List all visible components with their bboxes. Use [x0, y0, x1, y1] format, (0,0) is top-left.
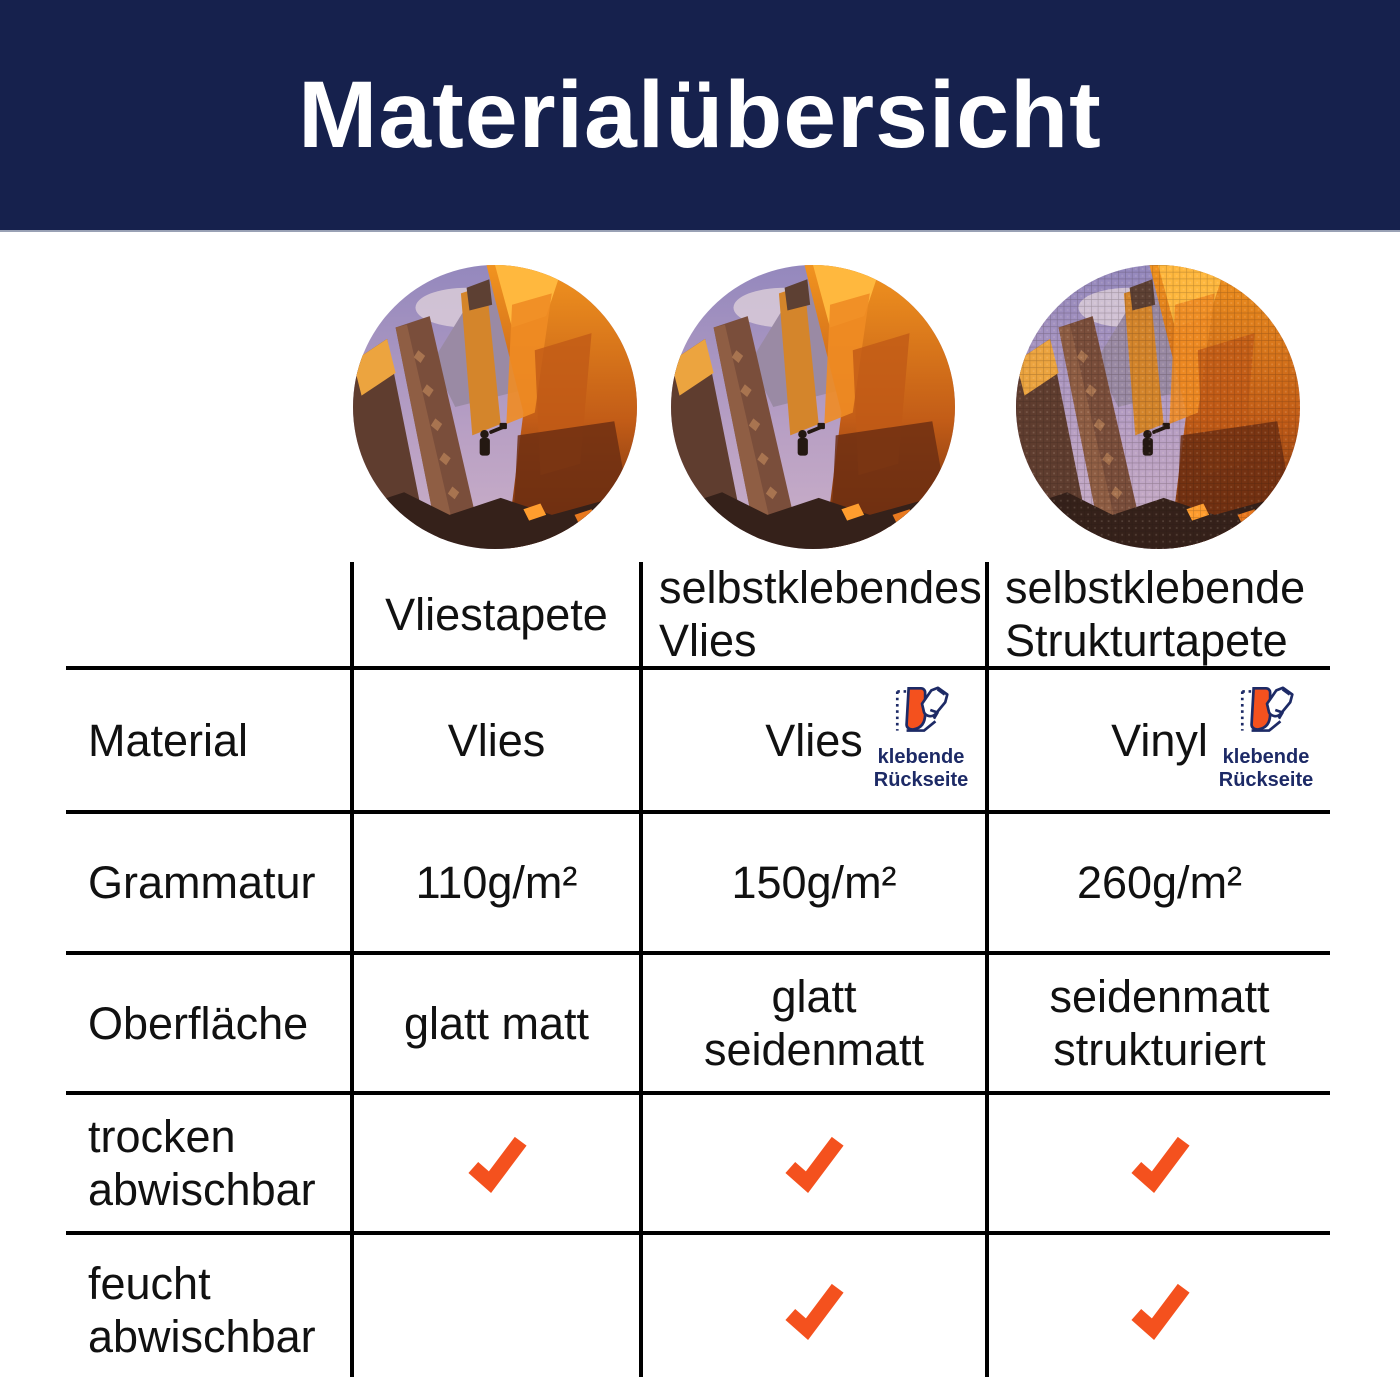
- row-label-line: abwischbar: [88, 1311, 316, 1362]
- product-image-strukturtapete: [1016, 265, 1300, 549]
- column-header-vliestapete: [354, 562, 639, 666]
- cell-grammatur-col1: [354, 814, 639, 951]
- column-header-selbstklebendes-vlies: [643, 562, 985, 666]
- adhesive-back-badge: [863, 678, 979, 792]
- column-header-line: Strukturtapete: [1005, 615, 1288, 666]
- product-image-vliestapete: [353, 265, 637, 549]
- row-label-oberflaeche: [66, 955, 350, 1091]
- cell-value: Vlies: [765, 714, 863, 766]
- column-header-line: selbstklebendes: [659, 562, 982, 613]
- peel-sticker-icon: [1233, 678, 1299, 744]
- cell-material-col3: [989, 670, 1330, 810]
- page-title: Materialübersicht: [298, 61, 1102, 168]
- cell-value-line: seidenmatt: [1049, 971, 1270, 1022]
- cell-value: glatt matt: [403, 997, 590, 1049]
- cell-value-line: seidenmatt: [703, 1024, 925, 1075]
- cell-grammatur-col3: [989, 814, 1330, 951]
- product-image-selbstklebendes-vlies: [671, 265, 955, 549]
- check-trocken-col2: [643, 1095, 985, 1231]
- row-label-line: abwischbar: [88, 1164, 316, 1215]
- check-icon: [782, 1131, 846, 1195]
- column-header-label: Vliestapete: [385, 588, 608, 640]
- check-trocken-col3: [989, 1095, 1330, 1231]
- badge-label-line: klebende: [877, 746, 965, 768]
- cell-material-col2: [643, 670, 985, 810]
- adhesive-back-badge: [1208, 678, 1324, 792]
- badge-label-line: Rückseite: [873, 769, 969, 791]
- check-icon: [1128, 1131, 1192, 1195]
- row-label-grammatur: [66, 814, 350, 951]
- cell-oberflaeche-col2: [643, 955, 985, 1091]
- row-label-feucht-abwischbar: [66, 1235, 350, 1385]
- peel-sticker-icon: [888, 678, 954, 744]
- check-icon: [1128, 1278, 1192, 1342]
- cell-value: Vlies: [447, 714, 546, 766]
- check-feucht-col3: [989, 1235, 1330, 1385]
- check-icon: [782, 1278, 846, 1342]
- check-icon: [465, 1131, 529, 1195]
- check-feucht-col2: [643, 1235, 985, 1385]
- cell-value: 150g/m²: [731, 857, 897, 908]
- badge-label-line: Rückseite: [1218, 769, 1314, 791]
- check-trocken-col1: [354, 1095, 639, 1231]
- canyon-artwork: [671, 265, 955, 549]
- cell-value: 110g/m²: [415, 857, 578, 908]
- row-label-line: trocken: [88, 1111, 236, 1162]
- cell-value: 260g/m²: [1076, 857, 1243, 908]
- row-label: Oberfläche: [88, 997, 309, 1049]
- cell-material-col1: [354, 670, 639, 810]
- row-label: Grammatur: [88, 857, 316, 908]
- column-header-strukturtapete: [989, 562, 1330, 666]
- title-banner: [0, 0, 1400, 232]
- canyon-artwork: [353, 265, 637, 549]
- cell-oberflaeche-col3: [989, 955, 1330, 1091]
- cell-value-line: glatt: [771, 971, 857, 1022]
- canyon-artwork-textured: [1016, 265, 1300, 549]
- cell-oberflaeche-col1: [354, 955, 639, 1091]
- column-header-line: Vlies: [659, 615, 757, 666]
- row-label-trocken-abwischbar: [66, 1095, 350, 1231]
- cell-value-line: strukturiert: [1053, 1024, 1266, 1075]
- badge-label-line: klebende: [1222, 746, 1310, 768]
- cell-value: Vinyl: [1111, 714, 1208, 766]
- row-label-line: feucht: [88, 1258, 211, 1309]
- row-label-material: [66, 670, 350, 810]
- column-header-line: selbstklebende: [1005, 562, 1306, 613]
- row-label: Material: [88, 714, 249, 766]
- cell-grammatur-col2: [643, 814, 985, 951]
